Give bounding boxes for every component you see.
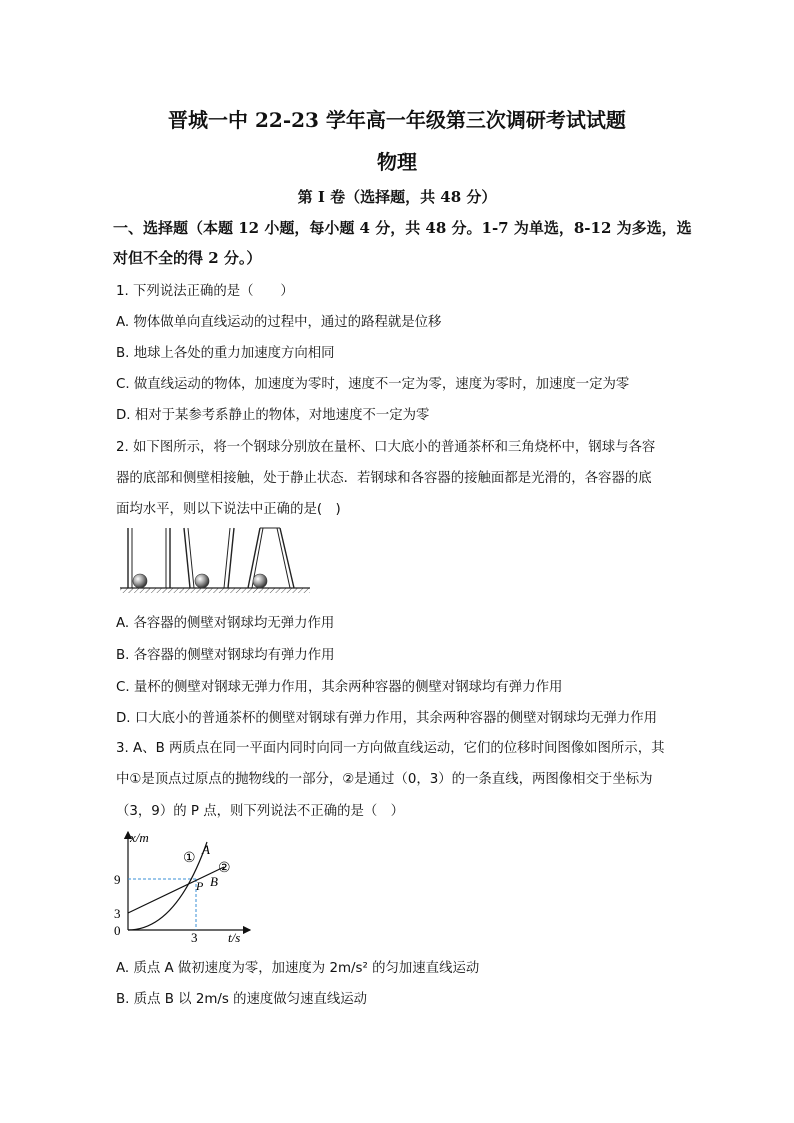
y-tick-3: 3 — [114, 906, 121, 921]
q1-option-b: B. 地球上各处的重力加速度方向相同 — [116, 346, 335, 361]
q1-option-c: C. 做直线运动的物体，加速度为零时，速度不一定为零，速度为零时，加速度一定为零 — [116, 377, 630, 392]
ground-hatch — [120, 588, 310, 593]
q2-option-c: C. 量杯的侧壁对钢球无弹力作用，其余两种容器的侧壁对钢球均有弹力作用 — [116, 680, 563, 695]
q3-stem-line1: 3. A、B 两质点在同一平面内同时向同一方向做直线运动，它们的位移时间图像如图所示，其 — [116, 741, 665, 756]
origin-label: 0 — [114, 923, 121, 938]
y-axis-label: x/m — [130, 830, 149, 845]
q3-stem-line2: 中①是顶点过原点的抛物线的一部分，②是通过（0，3）的一条直线，两图像相交于坐标为 — [116, 772, 653, 787]
q3-option-a: A. 质点 A 做初速度为零，加速度为 2m/s² 的匀加速直线运动 — [116, 961, 480, 976]
label-p: P — [196, 879, 204, 893]
xt-graph — [110, 826, 260, 946]
q1-stem: 1. 下列说法正确的是（ ） — [116, 284, 294, 299]
curve-2-marker: ② — [218, 861, 231, 876]
section-heading-line1: 一、选择题（本题 12 小题，每小题 4 分，共 48 分。1-7 为单选，8-12 为多选，选 — [113, 219, 692, 237]
label-a: A — [202, 842, 210, 857]
q3-stem-line3: （3，9）的 P 点，则下列说法不正确的是（ ） — [116, 804, 405, 819]
section-heading-line2: 对但不全的得 2 分。） — [113, 249, 262, 267]
q1-option-a: A. 物体做单向直线运动的过程中，通过的路程就是位移 — [116, 315, 442, 330]
q1-option-d: D. 相对于某参考系静止的物体，对地速度不一定为零 — [116, 408, 430, 423]
curve-1-marker: ① — [183, 851, 196, 866]
q2-stem-line2: 器的底部和侧壁相接触，处于静止状态．若钢球和各容器的接触面都是光滑的，各容器的底 — [116, 471, 652, 486]
steel-ball-3 — [253, 574, 267, 588]
label-b: B — [210, 874, 218, 889]
subject-title: 物理 — [377, 150, 417, 174]
q2-option-a: A. 各容器的侧壁对钢球均无弹力作用 — [116, 616, 335, 631]
q2-option-d: D. 口大底小的普通茶杯的侧壁对钢球有弹力作用，其余两种容器的侧壁对钢球均无弹力作用 — [116, 711, 658, 726]
volume-heading: 第 I 卷（选择题，共 48 分） — [297, 188, 497, 206]
y-tick-9: 9 — [114, 872, 121, 887]
x-axis-label: t/s — [228, 930, 241, 945]
containers-figure — [118, 524, 318, 594]
q2-stem-line3: 面均水平，则以下说法中正确的是( ) — [116, 502, 341, 517]
x-tick-3: 3 — [191, 930, 198, 945]
q2-stem-line1: 2. 如下图所示，将一个钢球分别放在量杯、口大底小的普通茶杯和三角烧杯中，钢球与各容 — [116, 440, 656, 455]
steel-ball-1 — [133, 574, 147, 588]
steel-ball-2 — [195, 574, 209, 588]
q3-option-b: B. 质点 B 以 2m/s 的速度做匀速直线运动 — [116, 992, 368, 1007]
exam-title: 晋城一中 22-23 学年高一年级第三次调研考试试题 — [168, 108, 626, 132]
q2-option-b: B. 各容器的侧壁对钢球均有弹力作用 — [116, 648, 335, 663]
